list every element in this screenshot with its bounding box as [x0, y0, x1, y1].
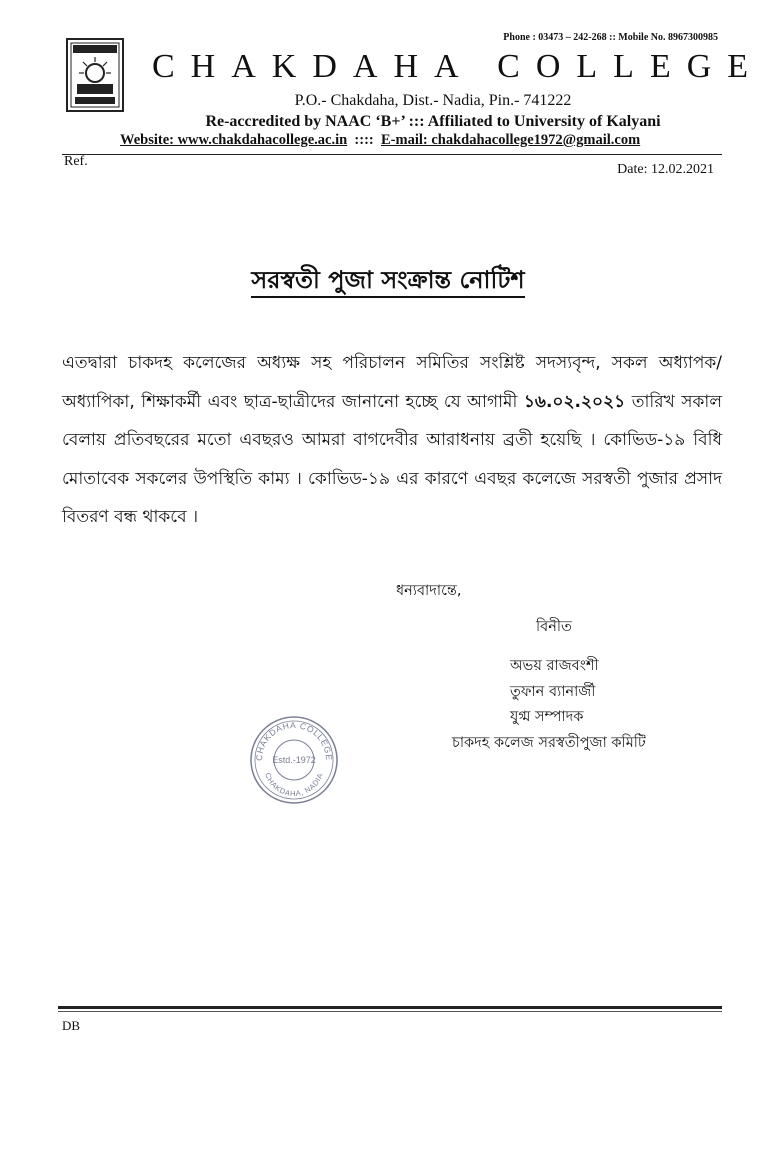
notice-body-part2: তারিখ সকাল বেলায় প্রতিবছরের মতো এবছরও আমরা বাগদেবীর আরাধনায় ব্রতী হয়েছি । কোভিড-১৯ বিধি মোতাবেক সকলের উপস্থিতি কাম্য । কোভিড-১৯ এর কারণে এবছর কলেজে সরস্বতী পুজার প্রসাদ বিতরণ বন্ধ থাকবে । — [62, 391, 722, 527]
footer-divider-thin — [58, 1011, 722, 1012]
ref-label: Ref. — [64, 154, 88, 169]
notice-title — [0, 262, 776, 302]
closing-thanks: ধন্যবাদান্তে, — [396, 583, 462, 599]
notice-date: Date: 12.02.2021 — [617, 162, 714, 177]
college-seal-icon — [248, 714, 340, 806]
notice-title-text: সরস্বতী পুজা সংক্রান্ত নোটিশ — [251, 266, 524, 298]
notice-body — [62, 344, 722, 537]
seal-top-text: CHAKDAHA COLLEGE — [253, 719, 335, 762]
signatory-2: তুফান ব্যানার্জী — [510, 684, 596, 700]
header-divider — [62, 154, 722, 155]
notice-body-date: ১৬.০২.২০২১ — [523, 391, 626, 412]
accreditation-line: Re-accredited by NAAC ‘B+’ ::: Affiliated to University of Kalyani — [205, 113, 661, 130]
email-text: E-mail: chakdahacollege1972@gmail.com — [381, 132, 641, 148]
closing-regards: বিনীত — [536, 619, 572, 635]
college-address: P.O.- Chakdaha, Dist.- Nadia, Pin.- 741222 — [294, 92, 572, 109]
signatory-1: অভয় রাজবংশী — [510, 658, 599, 674]
svg-text:CHAKDAHA, NADIA — [263, 772, 325, 799]
signatory-designation: যুগ্ম সম্পাদক — [510, 709, 584, 725]
contact-separator: :::: — [347, 132, 381, 148]
college-name: CHAKDAHA COLLEGE — [152, 48, 765, 85]
notice-body-part1: এতদ্বারা চাকদহ কলেজের অধ্যক্ষ সহ পরিচালন সমিতির সংশ্লিষ্ট সদস্যবৃন্দ, সকল অধ্যাপক/অধ্যাপিকা, শিক্ষাকর্মী এবং ছাত্র-ছাত্রীদের জানানো হচ্ছে যে আগামী — [62, 353, 722, 412]
committee-name: চাকদহ কলেজ সরস্বতীপুজা কমিটি — [452, 735, 646, 751]
seal-bottom-text: CHAKDAHA, NADIA — [263, 771, 325, 799]
phone-line: Phone : 03473 – 242-268 :: Mobile No. 8967300985 — [503, 32, 718, 43]
seal-center-text: Estd.-1972 — [272, 755, 316, 765]
website-text: Website: www.chakdahacollege.ac.in — [120, 132, 348, 148]
footer-divider-thick — [58, 1006, 722, 1009]
footer-code: DB — [62, 1018, 81, 1033]
contact-line — [120, 132, 640, 149]
